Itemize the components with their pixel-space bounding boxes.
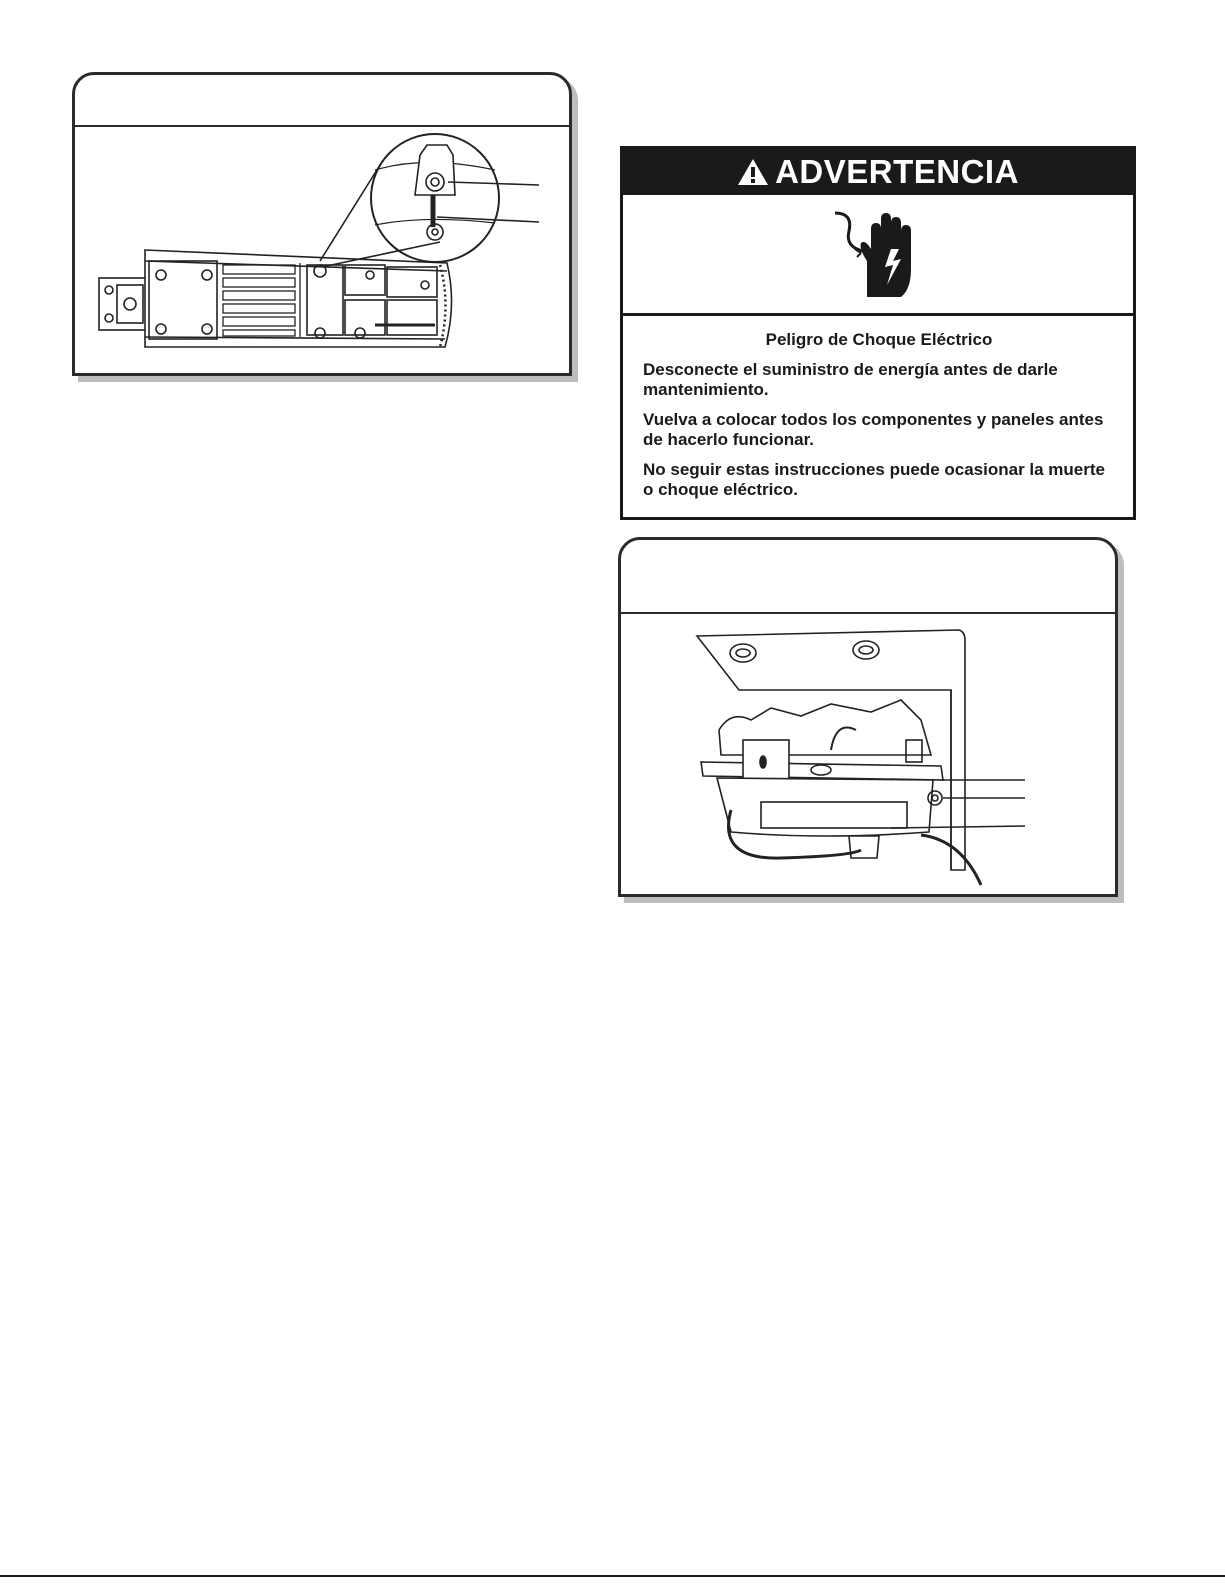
warning-text-area: [623, 316, 1133, 500]
figure-control-board: [72, 72, 572, 376]
warning-triangle-icon: [737, 158, 769, 186]
control-board-illustration: [75, 75, 569, 373]
figure-ice-maker: [618, 537, 1118, 897]
warning-title-bar: [623, 149, 1133, 195]
ice-maker-assembly-illustration: [621, 540, 1115, 894]
warning-paragraph: No seguir estas instrucciones puede ocasionar la muerte o choque eléctrico.: [643, 460, 1105, 499]
warning-paragraph: Vuelva a colocar todos los componentes y paneles antes de hacerlo funcionar.: [643, 410, 1104, 449]
warning-title: ADVERTENCIA: [775, 153, 1019, 190]
safety-warning: [620, 146, 1136, 520]
warning-symbol-area: [623, 195, 1133, 316]
warning-paragraph: Desconecte el suministro de energía antes de darle mantenimiento.: [643, 360, 1058, 399]
electric-shock-hand-icon: [831, 209, 915, 299]
warning-hazard: Peligro de Choque Eléctrico: [765, 330, 993, 349]
page-footer-rule: [0, 1575, 1225, 1577]
